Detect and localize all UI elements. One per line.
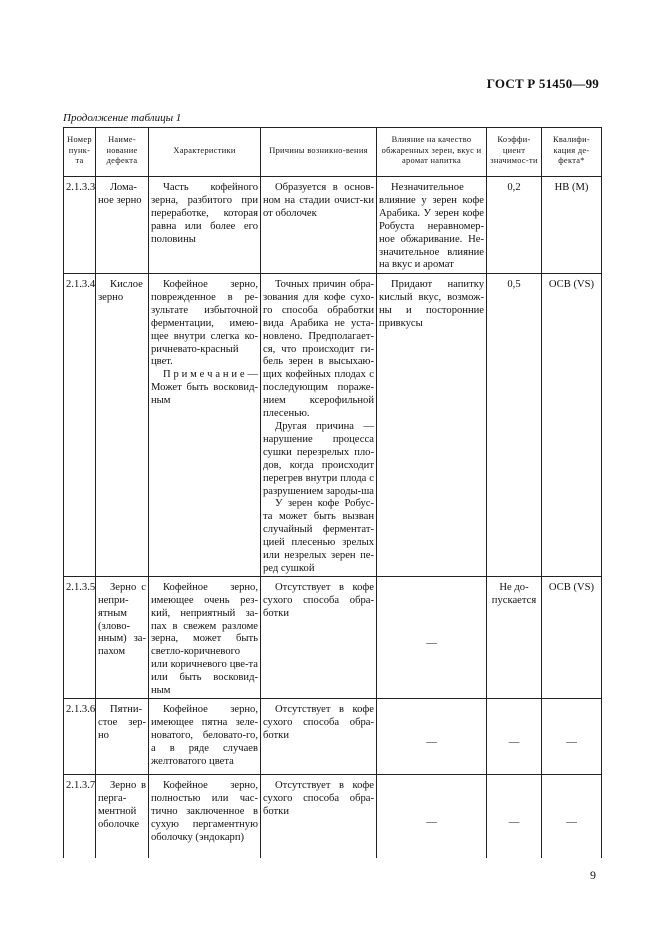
causes	[261, 177, 377, 274]
defect-qualification: ОСВ (VS)	[542, 576, 602, 698]
table-row	[64, 576, 602, 698]
defect-name: Кислое зерно	[96, 274, 149, 577]
causes-text: Отсутствует в кофе сухого способа обра-ботки	[263, 780, 374, 817]
characteristics	[149, 177, 261, 274]
defect-name: Зерно в перга-ментной оболочке	[96, 775, 149, 858]
causes-text: У зерен кофе Робус-та может быть вызван случайный ферментат-цией плесенью зрелых или незрелых зерен пе-ред сушкой	[263, 498, 374, 574]
causes-text: Отсутствует в кофе сухого способа обра-ботки	[263, 704, 374, 741]
row-number: 2.1.3.4	[64, 274, 96, 577]
col-header-name: Наиме-нование дефекта	[96, 128, 149, 177]
table-row	[64, 177, 602, 274]
defect-qualification: ОСВ (VS)	[542, 274, 602, 577]
table-row	[64, 274, 602, 577]
defect-name: Лома-ное зерно	[96, 177, 149, 274]
characteristics	[149, 274, 261, 577]
significance-coefficient: —	[487, 699, 542, 775]
row-number: 2.1.3.7	[64, 775, 96, 858]
characteristics-text: Кофейное зерно, поврежденное в ре-зультате избыточной ферментации, имею-щее внутри слегка ко-ричневато-красный цвет.	[151, 279, 258, 368]
influence: Незначительное влияние у зерен кофе Арабика. У зерен кофе Робуста неравномер-ное обжаривание. Не-значительное влияние на вкус и аромат	[377, 177, 487, 274]
causes-text: Образуется в основ-ном на стадии очист-ки от оболочек	[263, 182, 374, 219]
col-header-number: Номер пунк-та	[64, 128, 96, 177]
col-header-causes: Причины возникно-вения	[261, 128, 377, 177]
row-number: 2.1.3.6	[64, 699, 96, 775]
table-row	[64, 775, 602, 858]
characteristics-text: Часть кофейного зерна, разбитого при переработке, которая равна или более его половины	[151, 182, 258, 245]
causes	[261, 699, 377, 775]
causes-text: Другая причина — нарушение процесса сушки перезрелых пло-дов, когда происходит перегрев внутри плода с разрушением зароды-ша	[263, 420, 374, 497]
defect-qualification: —	[542, 699, 602, 775]
influence: —	[377, 775, 487, 858]
causes-text: Точных причин обра-зования для кофе сухо-го способа обработки вида Арабика не уста-новлено. Предполагает-ся, что происходит ги-бель зерен в высыхаю-щих кофейных плодах с последующим пораже-нием ксерофильной плесенью.	[263, 279, 374, 420]
note-text: П р и м е ч а н и е — Может быть восковид-ным	[151, 369, 258, 407]
table-header-row	[64, 128, 602, 177]
significance-coefficient: 0,5	[487, 274, 542, 577]
page-number: 9	[590, 868, 596, 882]
characteristics	[149, 699, 261, 775]
characteristics-text: Кофейное зерно, полностью или час-тично заключенное в сухую пергаментную оболочку (эндокарп)	[151, 780, 258, 843]
col-header-influence: Влияние на качество обжаренных зерен, вкус и аромат напитка	[377, 128, 487, 177]
col-header-qualification: Квалифи-кация де-фекта*	[542, 128, 602, 177]
influence: Придают напитку кислый вкус, возмож-ны и посторонние привкусы	[377, 274, 487, 577]
defect-qualification: НВ (М)	[542, 177, 602, 274]
causes	[261, 775, 377, 858]
significance-coefficient: Не до-пускается	[487, 576, 542, 698]
col-header-coefficient: Коэффи-циент значимос-ти	[487, 128, 542, 177]
table-row	[64, 699, 602, 775]
characteristics-text: Кофейное зерно, имеющее пятна зеле-новатого, беловато-го, а в ряде случаев желтоватого цвета	[151, 704, 258, 767]
causes	[261, 274, 377, 577]
significance-coefficient: 0,2	[487, 177, 542, 274]
characteristics	[149, 775, 261, 858]
table-caption: Продолжение таблицы 1	[63, 112, 182, 124]
defects-table	[63, 127, 602, 858]
row-number: 2.1.3.3	[64, 177, 96, 274]
characteristics-text: Кофейное зерно, имеющее очень рез-кий, неприятный за-пах в свежем разломе зерна, может быть светло-коричневого или коричневого цве-та или быть восковид-ным	[151, 581, 258, 697]
defect-name: Зерно с непри-ятным (злово-нным) за-пахом	[96, 576, 149, 698]
characteristics	[149, 576, 261, 698]
row-number: 2.1.3.5	[64, 576, 96, 698]
standard-code: ГОСТ Р 51450—99	[486, 76, 599, 91]
defect-name: Пятни-стое зер-но	[96, 699, 149, 775]
influence: —	[377, 576, 487, 698]
causes-text: Отсутствует в кофе сухого способа обра-ботки	[263, 581, 374, 619]
col-header-characteristics: Характеристики	[149, 128, 261, 177]
influence: —	[377, 699, 487, 775]
significance-coefficient: —	[487, 775, 542, 858]
causes	[261, 576, 377, 698]
defect-qualification: —	[542, 775, 602, 858]
